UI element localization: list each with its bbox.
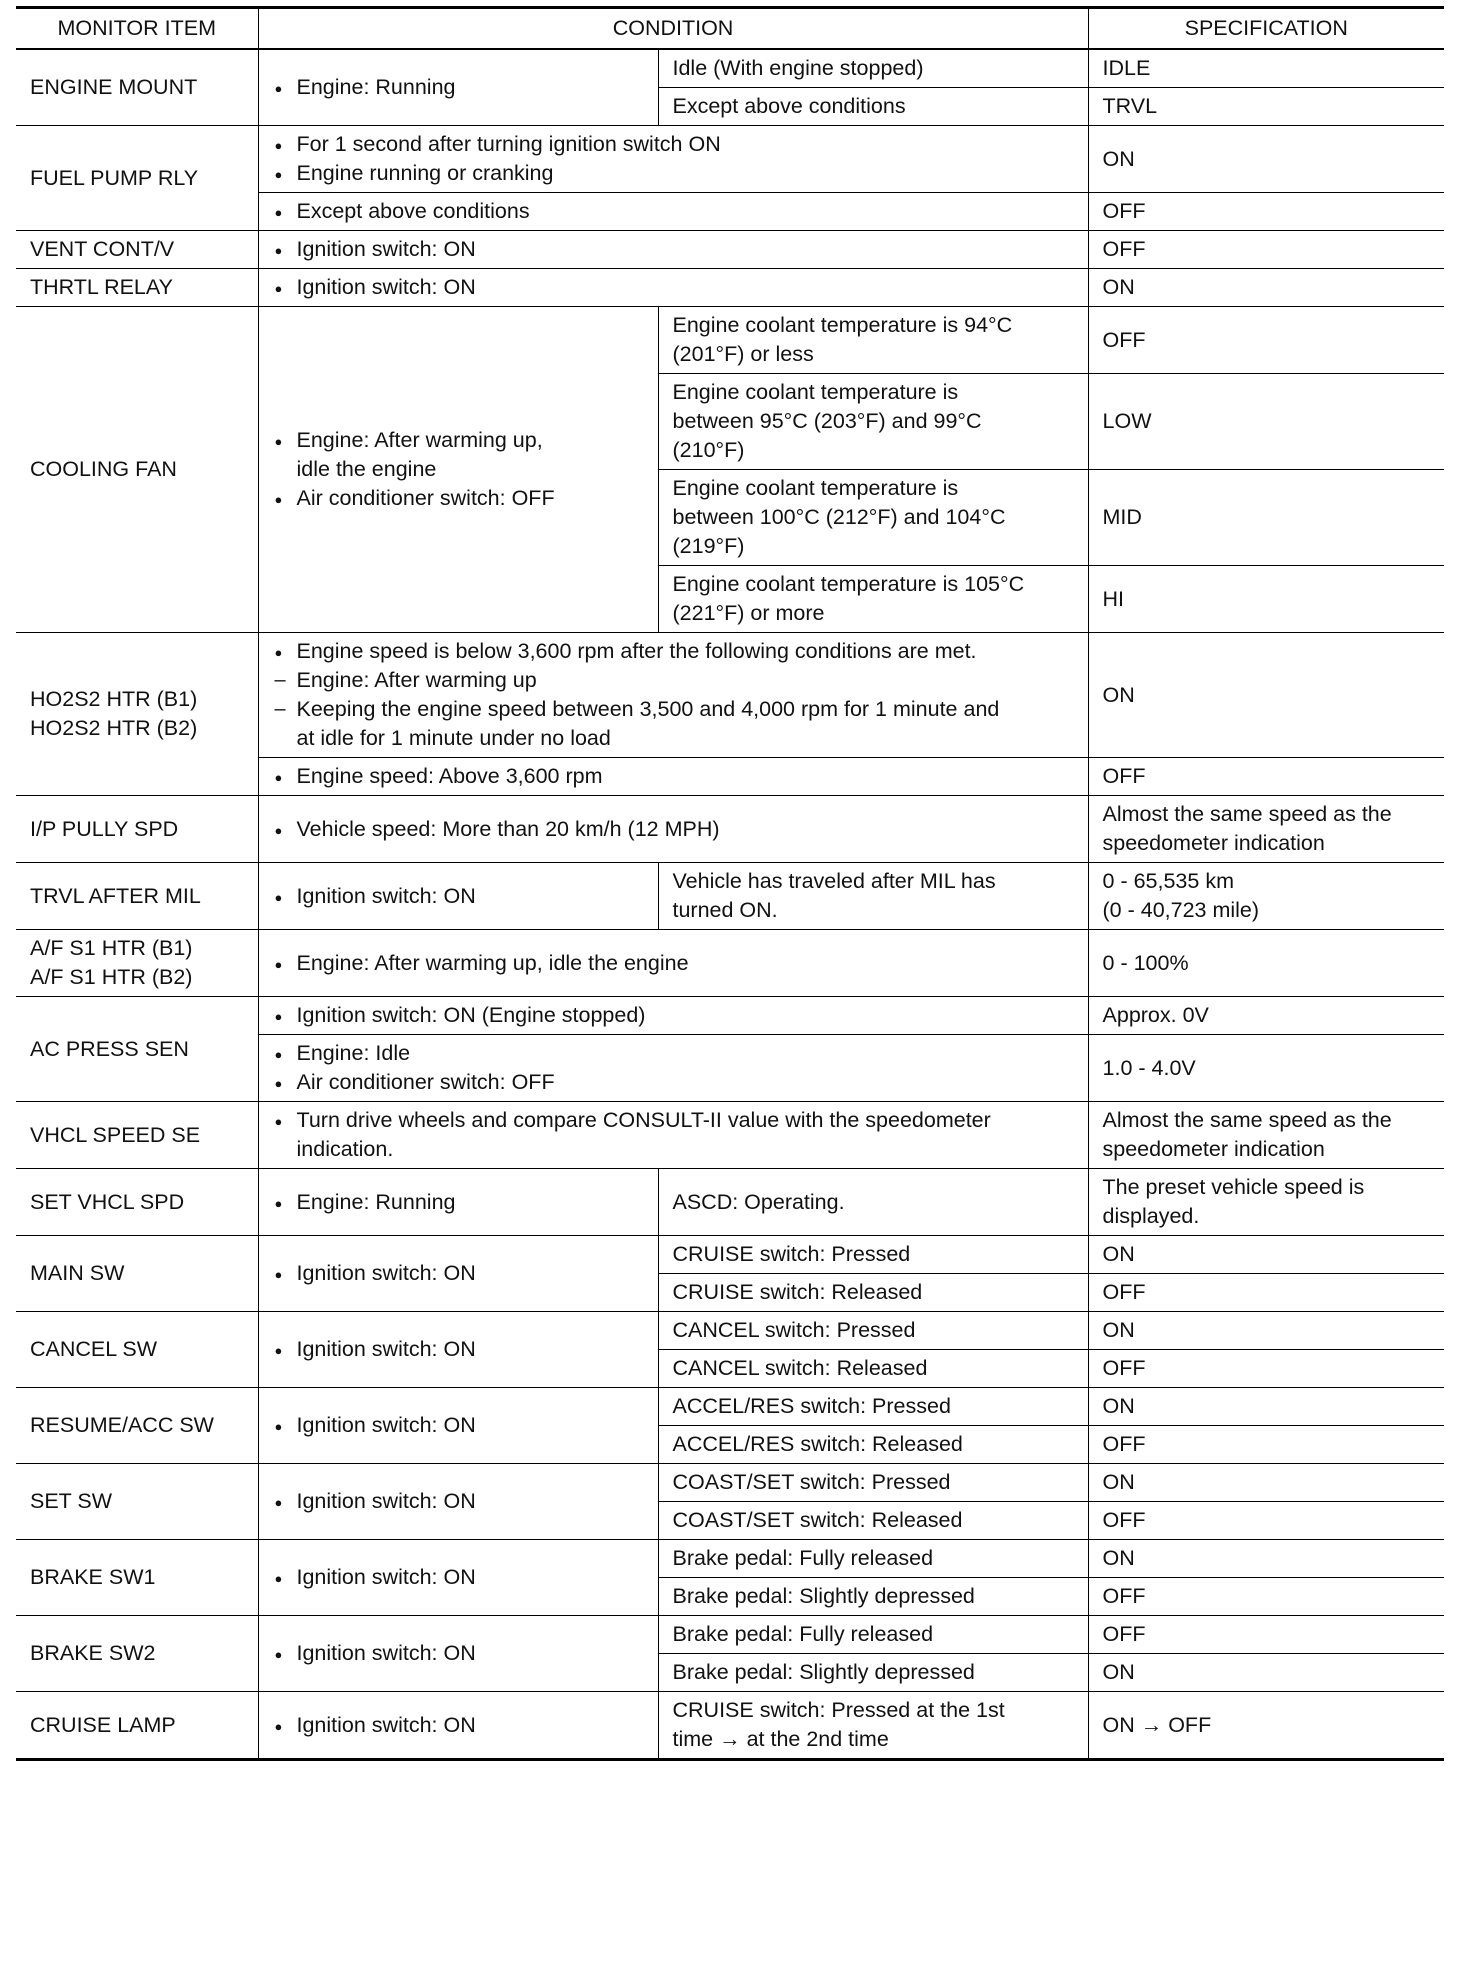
table-row: [16, 1616, 1444, 1654]
condition-line: ● Ignition switch: ON (Engine stopped): [273, 1001, 1074, 1030]
table-row: [16, 633, 1444, 758]
table-row: [16, 126, 1444, 193]
specification-cell: IDLE: [1088, 49, 1444, 88]
condition-cell: [258, 307, 658, 633]
condition-line: – Keeping the engine speed between 3,500 and 4,000 rpm for 1 minute and at idle for 1 minute under no load: [273, 695, 1074, 753]
specification-cell: ON: [1088, 1464, 1444, 1502]
condition-line: ● Turn drive wheels and compare CONSULT-II value with the speedometer indication.: [273, 1106, 1074, 1164]
condition-line: ● Ignition switch: ON: [273, 273, 1074, 302]
condition-line: ● For 1 second after turning ignition switch ON: [273, 130, 1074, 159]
header-monitor-item: MONITOR ITEM: [16, 8, 258, 50]
sub-condition-cell: Vehicle has traveled after MIL has turned ON.: [658, 863, 1088, 930]
table-row: [16, 1102, 1444, 1169]
monitor-item-cell: A/F S1 HTR (B1) A/F S1 HTR (B2): [16, 930, 258, 997]
specification-cell: 0 - 65,535 km (0 - 40,723 mile): [1088, 863, 1444, 930]
specification-cell: TRVL: [1088, 88, 1444, 126]
sub-condition-cell: Engine coolant temperature is 105°C (221°F) or more: [658, 566, 1088, 633]
condition-line: ● Engine running or cranking: [273, 159, 1074, 188]
condition-line: ● Ignition switch: ON: [273, 1639, 644, 1668]
table-row: [16, 231, 1444, 269]
specification-cell: The preset vehicle speed is displayed.: [1088, 1169, 1444, 1236]
condition-cell: [258, 1692, 658, 1760]
monitor-item-cell: BRAKE SW1: [16, 1540, 258, 1616]
condition-line: ● Air conditioner switch: OFF: [273, 1068, 1074, 1097]
specification-cell: OFF: [1088, 307, 1444, 374]
condition-cell: [258, 1169, 658, 1236]
monitor-item-cell: VENT CONT/V: [16, 231, 258, 269]
condition-line: ● Engine speed is below 3,600 rpm after the following conditions are met.: [273, 637, 1074, 666]
monitor-item-cell: AC PRESS SEN: [16, 997, 258, 1102]
specification-cell: LOW: [1088, 374, 1444, 470]
specification-cell: ON → OFF: [1088, 1692, 1444, 1760]
condition-line: ● Ignition switch: ON: [273, 882, 644, 911]
sub-condition-cell: Engine coolant temperature is between 95°C (203°F) and 99°C (210°F): [658, 374, 1088, 470]
table-row: [16, 1464, 1444, 1502]
specification-cell: ON: [1088, 269, 1444, 307]
table-row: [16, 1692, 1444, 1760]
condition-line: ● Ignition switch: ON: [273, 235, 1074, 264]
specification-cell: OFF: [1088, 1616, 1444, 1654]
sub-condition-cell: CRUISE switch: Released: [658, 1274, 1088, 1312]
monitor-item-cell: BRAKE SW2: [16, 1616, 258, 1692]
sub-condition-cell: ACCEL/RES switch: Released: [658, 1426, 1088, 1464]
condition-cell: [258, 269, 1088, 307]
condition-cell: [258, 1312, 658, 1388]
specification-cell: 1.0 - 4.0V: [1088, 1035, 1444, 1102]
condition-cell: [258, 1540, 658, 1616]
sub-condition-cell: Brake pedal: Slightly depressed: [658, 1578, 1088, 1616]
condition-cell: [258, 1616, 658, 1692]
monitor-item-cell: I/P PULLY SPD: [16, 796, 258, 863]
condition-cell: [258, 863, 658, 930]
specification-cell: ON: [1088, 1312, 1444, 1350]
condition-line: – Engine: After warming up: [273, 666, 1074, 695]
sub-condition-cell: Idle (With engine stopped): [658, 49, 1088, 88]
condition-cell: [258, 1236, 658, 1312]
specification-cell: 0 - 100%: [1088, 930, 1444, 997]
condition-line: ● Ignition switch: ON: [273, 1563, 644, 1592]
condition-cell: [258, 796, 1088, 863]
condition-line: ● Engine: Running: [273, 1188, 644, 1217]
sub-condition-cell: Brake pedal: Fully released: [658, 1616, 1088, 1654]
condition-line: ● Air conditioner switch: OFF: [273, 484, 644, 513]
table-row: [16, 1312, 1444, 1350]
monitor-item-cell: FUEL PUMP RLY: [16, 126, 258, 231]
monitor-item-cell: CRUISE LAMP: [16, 1692, 258, 1760]
specification-cell: ON: [1088, 1388, 1444, 1426]
table-row: [16, 863, 1444, 930]
sub-condition-cell: ACCEL/RES switch: Pressed: [658, 1388, 1088, 1426]
specification-cell: ON: [1088, 1540, 1444, 1578]
table-row: [16, 796, 1444, 863]
header-condition: CONDITION: [258, 8, 1088, 50]
monitor-item-cell: THRTL RELAY: [16, 269, 258, 307]
header-specification: SPECIFICATION: [1088, 8, 1444, 50]
sub-condition-cell: CRUISE switch: Pressed at the 1st time → at the 2nd time: [658, 1692, 1088, 1760]
condition-line: ● Ignition switch: ON: [273, 1259, 644, 1288]
sub-condition-cell: CRUISE switch: Pressed: [658, 1236, 1088, 1274]
sub-condition-cell: Brake pedal: Fully released: [658, 1540, 1088, 1578]
sub-condition-cell: COAST/SET switch: Pressed: [658, 1464, 1088, 1502]
condition-line: ● Engine: After warming up, idle the engine: [273, 949, 1074, 978]
monitor-item-cell: MAIN SW: [16, 1236, 258, 1312]
monitor-item-cell: TRVL AFTER MIL: [16, 863, 258, 930]
condition-cell: [258, 1388, 658, 1464]
sub-condition-cell: Engine coolant temperature is 94°C (201°F) or less: [658, 307, 1088, 374]
specification-cell: ON: [1088, 126, 1444, 193]
condition-line: ● Ignition switch: ON: [273, 1335, 644, 1364]
sub-condition-cell: Brake pedal: Slightly depressed: [658, 1654, 1088, 1692]
specification-cell: Approx. 0V: [1088, 997, 1444, 1035]
condition-line: ● Vehicle speed: More than 20 km/h (12 MPH): [273, 815, 1074, 844]
specification-cell: Almost the same speed as the speedometer indication: [1088, 796, 1444, 863]
specification-cell: OFF: [1088, 1426, 1444, 1464]
condition-cell: [258, 930, 1088, 997]
table-row: [16, 1236, 1444, 1274]
specification-cell: OFF: [1088, 1274, 1444, 1312]
condition-cell: [258, 997, 1088, 1035]
condition-cell: [258, 633, 1088, 758]
table-row: [16, 269, 1444, 307]
condition-line: ● Ignition switch: ON: [273, 1411, 644, 1440]
monitor-item-cell: RESUME/ACC SW: [16, 1388, 258, 1464]
condition-line: ● Ignition switch: ON: [273, 1487, 644, 1516]
specification-cell: ON: [1088, 1236, 1444, 1274]
table-row: [16, 1540, 1444, 1578]
table-row: [16, 930, 1444, 997]
monitor-item-cell: CANCEL SW: [16, 1312, 258, 1388]
specification-cell: ON: [1088, 1654, 1444, 1692]
table-row: [16, 997, 1444, 1035]
monitor-item-cell: COOLING FAN: [16, 307, 258, 633]
specification-cell: OFF: [1088, 193, 1444, 231]
condition-line: ● Ignition switch: ON: [273, 1711, 644, 1740]
specification-cell: OFF: [1088, 231, 1444, 269]
header-row: [16, 8, 1444, 50]
table-row: [16, 1169, 1444, 1236]
table-row: [16, 49, 1444, 88]
monitor-item-cell: SET SW: [16, 1464, 258, 1540]
condition-line: ● Engine: Idle: [273, 1039, 1074, 1068]
sub-condition-cell: CANCEL switch: Pressed: [658, 1312, 1088, 1350]
condition-cell: [258, 1102, 1088, 1169]
condition-line: ● Engine: After warming up, idle the engine: [273, 426, 644, 484]
specification-cell: MID: [1088, 470, 1444, 566]
specification-cell: Almost the same speed as the speedometer indication: [1088, 1102, 1444, 1169]
condition-cell: [258, 49, 658, 126]
specification-cell: OFF: [1088, 1502, 1444, 1540]
condition-line: ● Except above conditions: [273, 197, 1074, 226]
sub-condition-cell: ASCD: Operating.: [658, 1169, 1088, 1236]
condition-cell: [258, 758, 1088, 796]
sub-condition-cell: Except above conditions: [658, 88, 1088, 126]
table-row: [16, 1388, 1444, 1426]
condition-cell: [258, 193, 1088, 231]
specification-cell: ON: [1088, 633, 1444, 758]
specification-cell: OFF: [1088, 758, 1444, 796]
table-row: [16, 307, 1444, 374]
specification-cell: OFF: [1088, 1578, 1444, 1616]
monitor-item-cell: ENGINE MOUNT: [16, 49, 258, 126]
condition-cell: [258, 126, 1088, 193]
condition-cell: [258, 231, 1088, 269]
condition-cell: [258, 1035, 1088, 1102]
specification-cell: HI: [1088, 566, 1444, 633]
sub-condition-cell: CANCEL switch: Released: [658, 1350, 1088, 1388]
spec-table: [16, 6, 1444, 1761]
condition-line: ● Engine speed: Above 3,600 rpm: [273, 762, 1074, 791]
condition-cell: [258, 1464, 658, 1540]
condition-line: ● Engine: Running: [273, 73, 644, 102]
monitor-item-cell: HO2S2 HTR (B1) HO2S2 HTR (B2): [16, 633, 258, 796]
specification-cell: OFF: [1088, 1350, 1444, 1388]
sub-condition-cell: COAST/SET switch: Released: [658, 1502, 1088, 1540]
sub-condition-cell: Engine coolant temperature is between 100°C (212°F) and 104°C (219°F): [658, 470, 1088, 566]
monitor-item-cell: SET VHCL SPD: [16, 1169, 258, 1236]
monitor-item-cell: VHCL SPEED SE: [16, 1102, 258, 1169]
